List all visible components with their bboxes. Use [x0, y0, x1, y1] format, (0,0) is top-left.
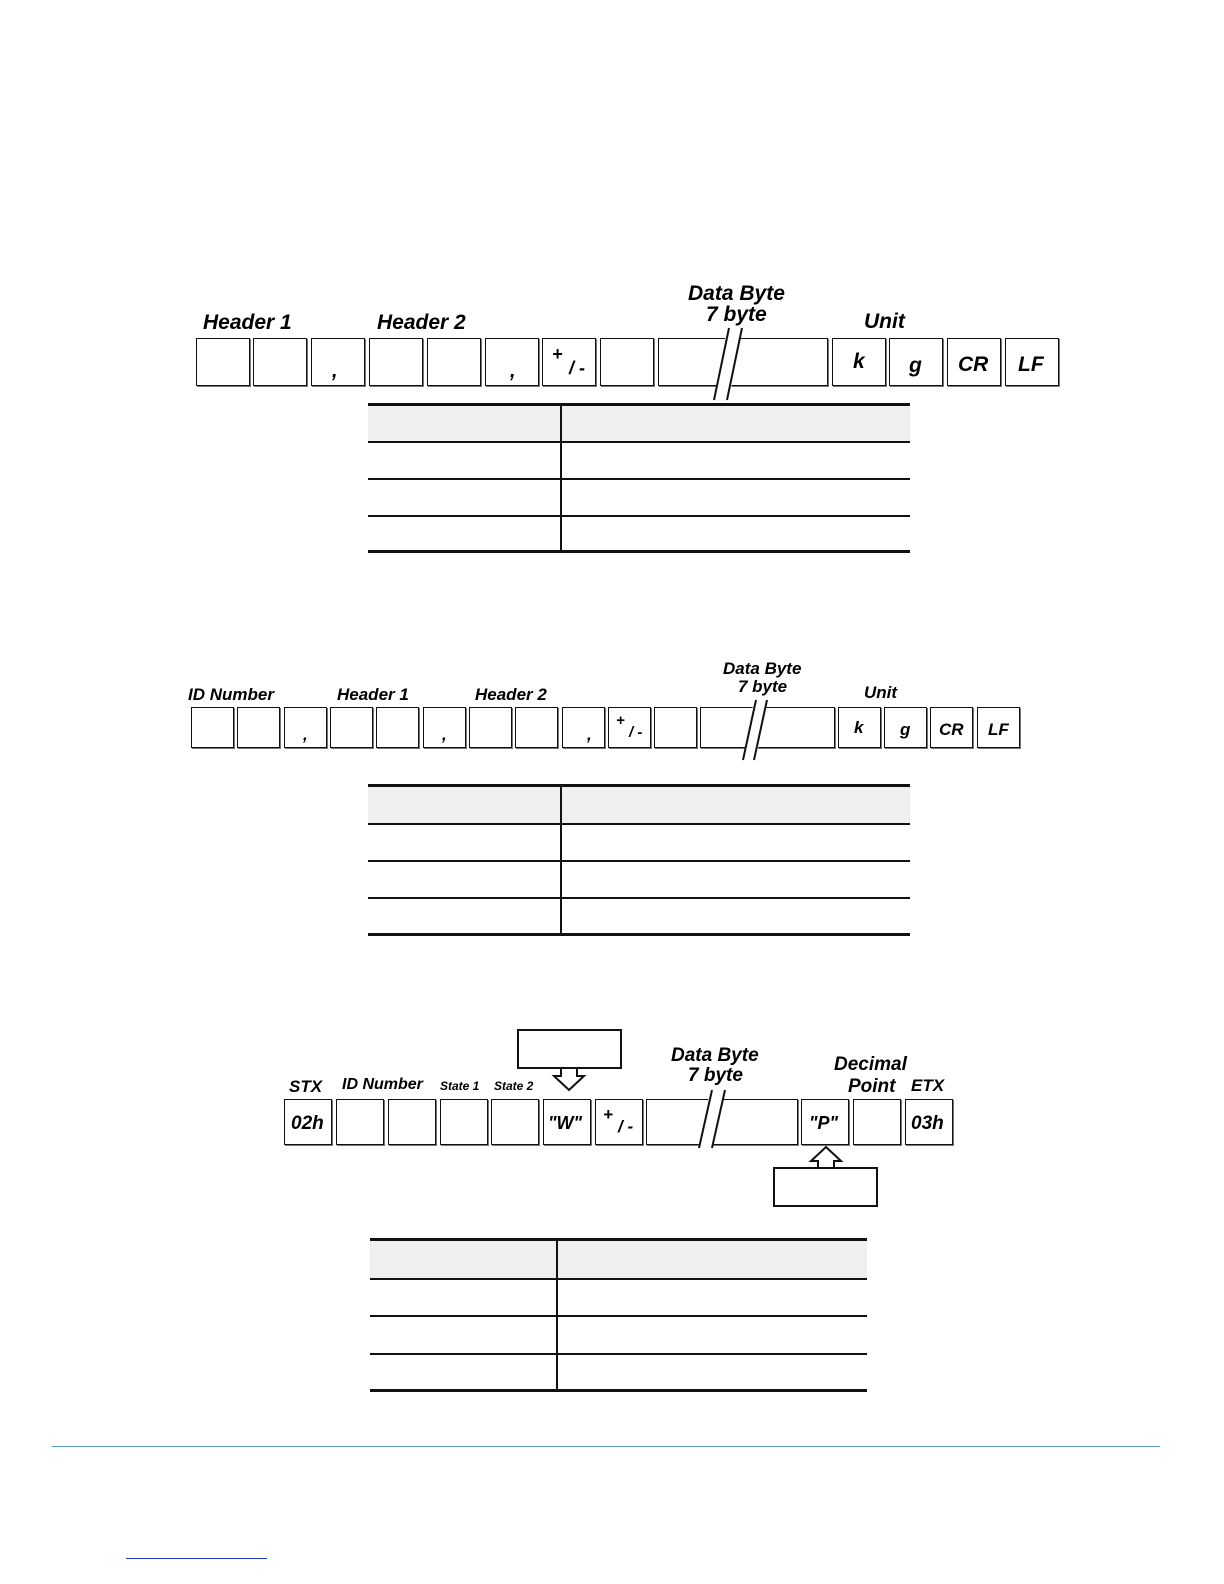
plus-text: +	[603, 1105, 613, 1124]
w-text: "W"	[548, 1113, 583, 1133]
header2-label: Header 2	[475, 685, 547, 704]
g-text: g	[909, 354, 922, 377]
comma-text: ,	[510, 360, 516, 382]
table-3	[370, 1238, 867, 1392]
p-text: "P"	[809, 1113, 839, 1133]
id-number-label: ID Number	[342, 1076, 423, 1093]
header1-label: Header 1	[203, 311, 292, 334]
table-header-row	[370, 1240, 867, 1279]
data-size-label: 7 byte	[706, 303, 767, 326]
header1-label: Header 1	[337, 685, 409, 704]
k-text: k	[854, 718, 864, 737]
plus-text: +	[616, 712, 625, 729]
data-size-label: 7 byte	[738, 677, 788, 696]
g-text: g	[900, 720, 911, 739]
plus-text: +	[552, 344, 563, 364]
etx-text: 03h	[911, 1113, 944, 1134]
stx-text: 02h	[291, 1113, 324, 1134]
k-text: k	[853, 350, 865, 373]
lf-text: LF	[1018, 353, 1044, 376]
slash-minus-text: / -	[618, 1117, 634, 1136]
data-byte-label: Data Byte	[688, 282, 785, 305]
slash-minus-text: / -	[629, 724, 643, 741]
state1-label: State 1	[440, 1079, 480, 1093]
comma-text: ,	[442, 725, 447, 744]
data-size-label: 7 byte	[688, 1065, 743, 1086]
slash-minus-text: / -	[569, 358, 585, 378]
data-byte-label: Data Byte	[671, 1045, 759, 1066]
unit-label: Unit	[864, 310, 905, 333]
data-byte-label: Data Byte	[723, 659, 802, 678]
cr-text: CR	[939, 720, 964, 739]
header2-label: Header 2	[377, 311, 466, 334]
id-number-label: ID Number	[188, 685, 274, 704]
cr-text: CR	[958, 353, 989, 376]
comma-text: ,	[587, 725, 592, 744]
decimal-label: Decimal	[834, 1054, 907, 1075]
table-row	[370, 1354, 867, 1391]
footer-rule	[52, 1446, 1160, 1447]
point-label: Point	[848, 1076, 896, 1097]
comma-text: ,	[303, 725, 308, 744]
unit-label: Unit	[864, 683, 898, 702]
etx-label: ETX	[911, 1076, 945, 1095]
table-row	[370, 1316, 867, 1354]
footer-link-underline[interactable]	[126, 1558, 267, 1559]
table-row	[370, 1279, 867, 1316]
lf-text: LF	[988, 720, 1009, 739]
stx-label: STX	[289, 1077, 323, 1096]
state2-label: State 2	[494, 1079, 534, 1093]
comma-text: ,	[332, 360, 338, 382]
